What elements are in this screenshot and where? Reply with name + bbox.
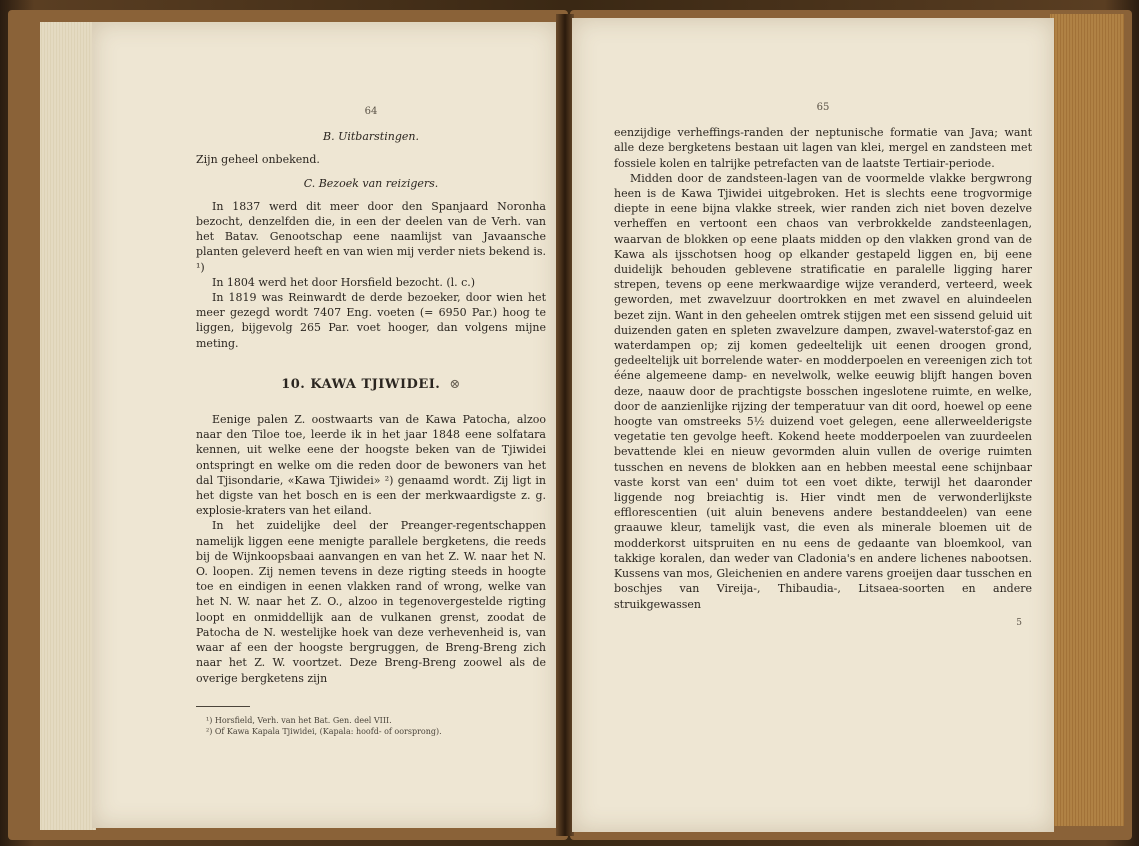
paragraph: In het zuidelijke deel der Preanger-regentschappen namelijk liggen eene menigte parallele bergketens, die reeds bij de Wijnkoopsbaai aanvangen en van het Z. W. naar het N. O. loopen. Zij nemen tevens in deze rigting steeds in hoogte toe en eindigen in eenen vlakken rand of wrong, welke van het N. W. naar het Z. O., alzoo in tegenovergestelde rigting loopt en onmiddellijk aan de vulkanen grenst, zoodat de Patocha de N. westelijke hoek van deze verhevenheid is, van waar af een der hoogste bergruggen, de Breng-Breng zich naar het Z. W. voortzet. Deze Breng-Breng zoowel als de overige bergketens zijn: [196, 519, 546, 685]
page-number: 65: [816, 102, 830, 113]
footnote: ²) Of Kawa Kapala Tjiwidei, (Kapala: hoofd- of oorsprong).: [206, 726, 442, 736]
section-heading: [196, 377, 546, 392]
left-page: [92, 22, 558, 828]
paragraph: Eenige palen Z. oostwaarts van de Kawa Patocha, alzoo naar den Tiloe toe, leerde ik in het jaar 1848 eene solfatara kennen, uit welke eene der hoogste beken van de Tjiwidei ontspringt en welke om die reden door de bewoners van het dal Tjisondarie, «Kawa Tjiwidei» ²) genaamd wordt. Zij ligt in het digste van het bosch en is een der merkwaardigste z. g. explosie-kraters van het eiland.: [196, 413, 546, 518]
paragraph: Midden door de zandsteen-lagen van de voormelde vlakke bergwrong heen is de Kawa Tjiwidei uitgebroken. Het is slechts eene trogvormige diepte in eene bijna vlakke streek, wier randen zich niet boven dezelve verheffen en vertoont een chaos van verbrokkelde zandsteenlagen, waarvan de blokken op eene plaats midden op den vlakken grond van de Kawa als ijsschotsen hoog op elkander gestapeld liggen en, bij eene duidelijk behouden geblevene stratificatie en paralelle ligging harer strepen, tevens op eene merkwaardige wijze veranderd, verteerd, week geworden, met zwavelzuur doortrokken en met zwavel en aluindeelen bezet zijn. Want in den geheelen omtrek stijgen met een sissend geluid uit duizenden gaten en spleten zwavelzure dampen, zwavel-waterstof-gaz en waterdampen op; zij komen gedeeltelijk uit eenen droogen grond, gedeeltelijk uit borrelende water- en modderpoelen en vereenigen zich tot ééne algemeene damp- en nevelwolk, welke eeuwig blijft hangen boven deze, naauw door de prachtigste bosschen ingeslotene ruimte, en welke, door de aanzienlijke rijzing der temperatuur van dit oord, hoewel op eene hoogte van omstreeks 5½ duizend voet gelegen, eene allerweelderigste vegetatie ten gevolge heeft. Kokend heete modderpoelen van zuurdeelen bevattende klei en nieuw gevormden aluin vullen de overige ruimten tusschen en nevens de blokken aan en hebben meestal eene schijnbaar vaste korst van een' duim tot een voet dikte, terwijl het daaronder liggende nog breiachtig is. Hier vindt men de verwonderlijkste efflorescentien (uit aluin benevens andere bestanddeelen) van eene graauwe kleur, tamelijk vast, die even als minerale bloemen uit de modderkorst uitspruiten en nu eens de gedaante van bloemkool, van takkige koralen, dan weder van Cladonia's en andere lichenes nabootsen. Kussens van mos, Gleichenien en andere varens groeijen daar tusschen en boschjes van Vireija-, Thibaudia-, Litsaea-soorten en andere struikgewassen: [614, 171, 1032, 611]
page-edges-left: [40, 22, 96, 830]
left-page-text: [196, 104, 546, 737]
right-page: [572, 18, 1054, 832]
subheading-b: B. Uitbarstingen.: [323, 130, 419, 144]
solfatara-symbol-icon: ⊗: [449, 376, 461, 392]
paragraph: In 1804 werd het door Horsfield bezocht. (l. c.): [212, 275, 476, 289]
paragraph: In 1837 werd dit meer door den Spanjaard Noronha bezocht, denzelfden die, in een der deelen van de Verh. van het Batav. Genootschap eene naamlijst van Javaansche planten geleverd heeft en van wien mij verder niets bekend is. ¹): [196, 199, 546, 274]
footnote: ¹) Horsfield, Verh. van het Bat. Gen. deel VIII.: [206, 715, 392, 725]
signature-mark: 5: [1016, 617, 1022, 628]
section-title: 10. KAWA TJIWIDEI.: [281, 376, 441, 392]
subheading-c: C. Bezoek van reizigers.: [303, 176, 439, 190]
paragraph: eenzijdige verheffings-randen der neptunische formatie van Java; want alle deze bergketens bestaan uit lagen van klei, mergel en zandsteen met fossiele kolen en talrijke petrefacten van de laatste Tertiair-periode.: [614, 126, 1032, 170]
footnote-divider: [196, 706, 250, 707]
right-page-text: [614, 100, 1032, 631]
page-number: 64: [364, 106, 378, 117]
page-edges-right: [1050, 14, 1124, 826]
paragraph: In 1819 was Reinwardt de derde bezoeker, door wien het meer gezegd wordt 7407 Eng. voeten (= 6950 Par.) hoog te liggen, bijgevolg 265 Par. voet hooger, dan volgens mijne meting.: [196, 291, 546, 350]
paragraph: Zijn geheel onbekend.: [196, 153, 320, 167]
